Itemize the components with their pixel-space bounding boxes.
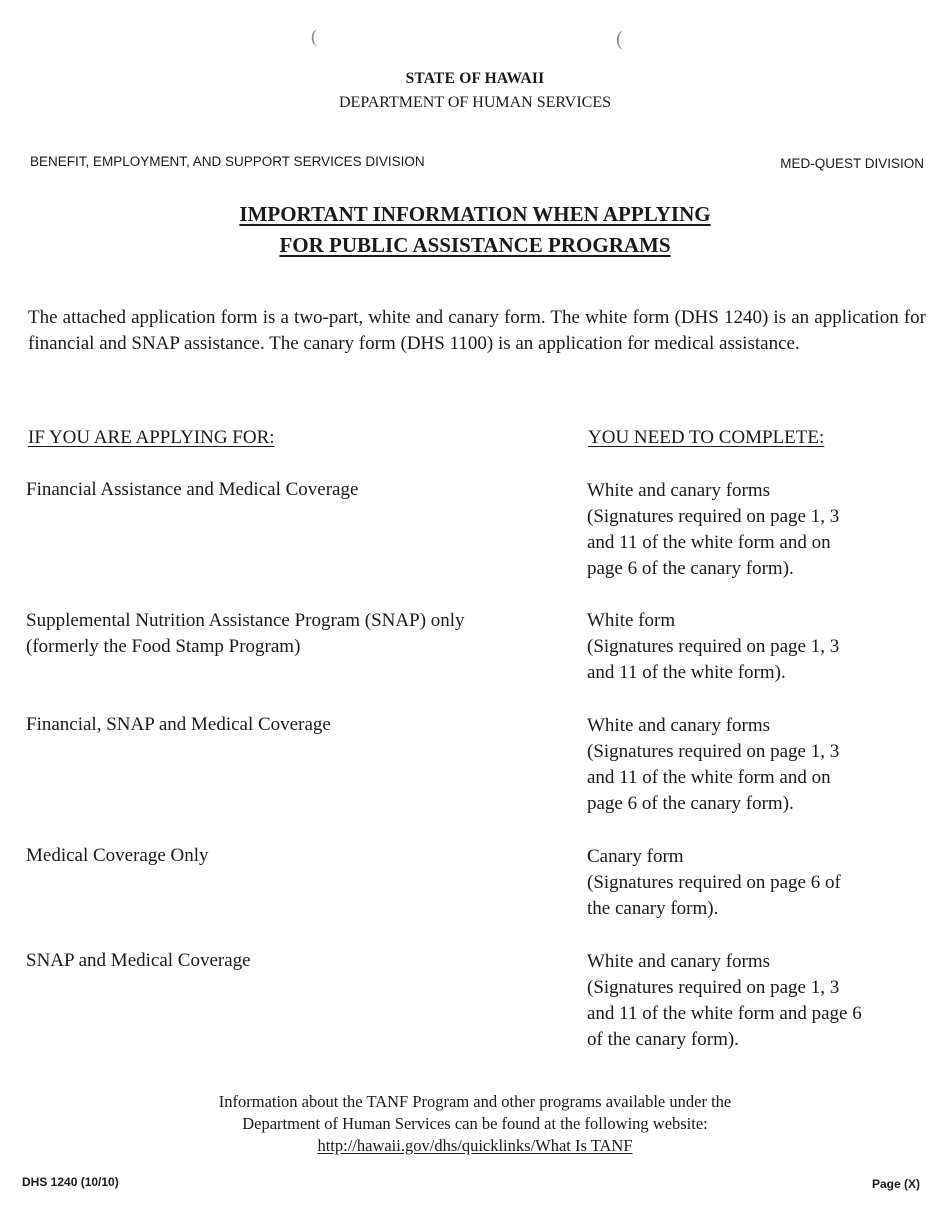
forms-item <box>587 608 927 686</box>
forms-line: White form <box>587 610 676 631</box>
page-number: Page (X) <box>871 1177 920 1191</box>
page-title-line2: FOR PUBLIC ASSISTANCE PROGRAMS <box>279 233 671 257</box>
forms-line: of the canary form). <box>587 1029 739 1050</box>
page-title-line1: IMPORTANT INFORMATION WHEN APPLYING <box>239 202 711 226</box>
program-item <box>26 608 566 660</box>
forms-line: White and canary forms <box>587 480 771 501</box>
forms-line: White and canary forms <box>587 951 771 972</box>
forms-line: White and canary forms <box>587 715 771 736</box>
program-item <box>26 477 566 503</box>
forms-line: (Signatures required on page 1, 3 <box>587 741 840 762</box>
program-item <box>26 843 566 869</box>
program-line: SNAP and Medical Coverage <box>26 950 251 971</box>
tanf-website-link[interactable]: http://hawaii.gov/dhs/quicklinks/What Is TANF <box>317 1136 633 1155</box>
forms-line: and 11 of the white form). <box>587 662 786 683</box>
forms-line: (Signatures required on page 1, 3 <box>587 977 840 998</box>
forms-item <box>587 949 927 1053</box>
intro-paragraph: The attached application form is a two-part, white and canary form. The white form (DHS 1240) is an application for financial and SNAP assistance. The canary form (DHS 1100) is an application for medical assistance. <box>28 307 926 354</box>
header-department: DEPARTMENT OF HUMAN SERVICES <box>338 94 612 111</box>
forms-line: (Signatures required on page 1, 3 <box>587 636 840 657</box>
forms-line: the canary form). <box>587 898 719 919</box>
program-line: Financial, SNAP and Medical Coverage <box>26 714 331 735</box>
form-id: DHS 1240 (10/10) <box>22 1175 119 1189</box>
scan-mark: ( <box>616 28 623 50</box>
forms-item <box>587 713 927 817</box>
forms-line: and 11 of the white form and page 6 <box>587 1003 862 1024</box>
program-line: Financial Assistance and Medical Coverage <box>26 479 359 500</box>
forms-line: and 11 of the white form and on <box>587 532 831 553</box>
footer-line: Information about the TANF Program and other programs available under the <box>218 1092 732 1111</box>
footer-line: Department of Human Services can be found at the following website: <box>242 1114 708 1133</box>
program-line: (formerly the Food Stamp Program) <box>26 636 301 657</box>
program-line: Medical Coverage Only <box>26 845 209 866</box>
forms-line: (Signatures required on page 6 of <box>587 872 841 893</box>
column-header-applying-for: IF YOU ARE APPLYING FOR: <box>28 427 275 448</box>
forms-line: Canary form <box>587 846 684 867</box>
header-state: STATE OF HAWAII <box>405 70 545 87</box>
forms-item <box>587 478 927 582</box>
forms-line: page 6 of the canary form). <box>587 793 794 814</box>
division-left: BENEFIT, EMPLOYMENT, AND SUPPORT SERVICES DIVISION <box>30 154 425 169</box>
program-item <box>26 948 566 974</box>
forms-line: page 6 of the canary form). <box>587 558 794 579</box>
forms-line: (Signatures required on page 1, 3 <box>587 506 840 527</box>
scan-mark: ( <box>311 26 317 46</box>
program-item <box>26 712 566 738</box>
program-line: Supplemental Nutrition Assistance Program (SNAP) only <box>26 610 465 631</box>
division-right: MED-QUEST DIVISION <box>780 156 924 171</box>
forms-line: and 11 of the white form and on <box>587 767 831 788</box>
column-header-need-to-complete: YOU NEED TO COMPLETE: <box>588 427 825 448</box>
footer-information <box>0 1091 950 1157</box>
forms-item <box>587 844 927 922</box>
